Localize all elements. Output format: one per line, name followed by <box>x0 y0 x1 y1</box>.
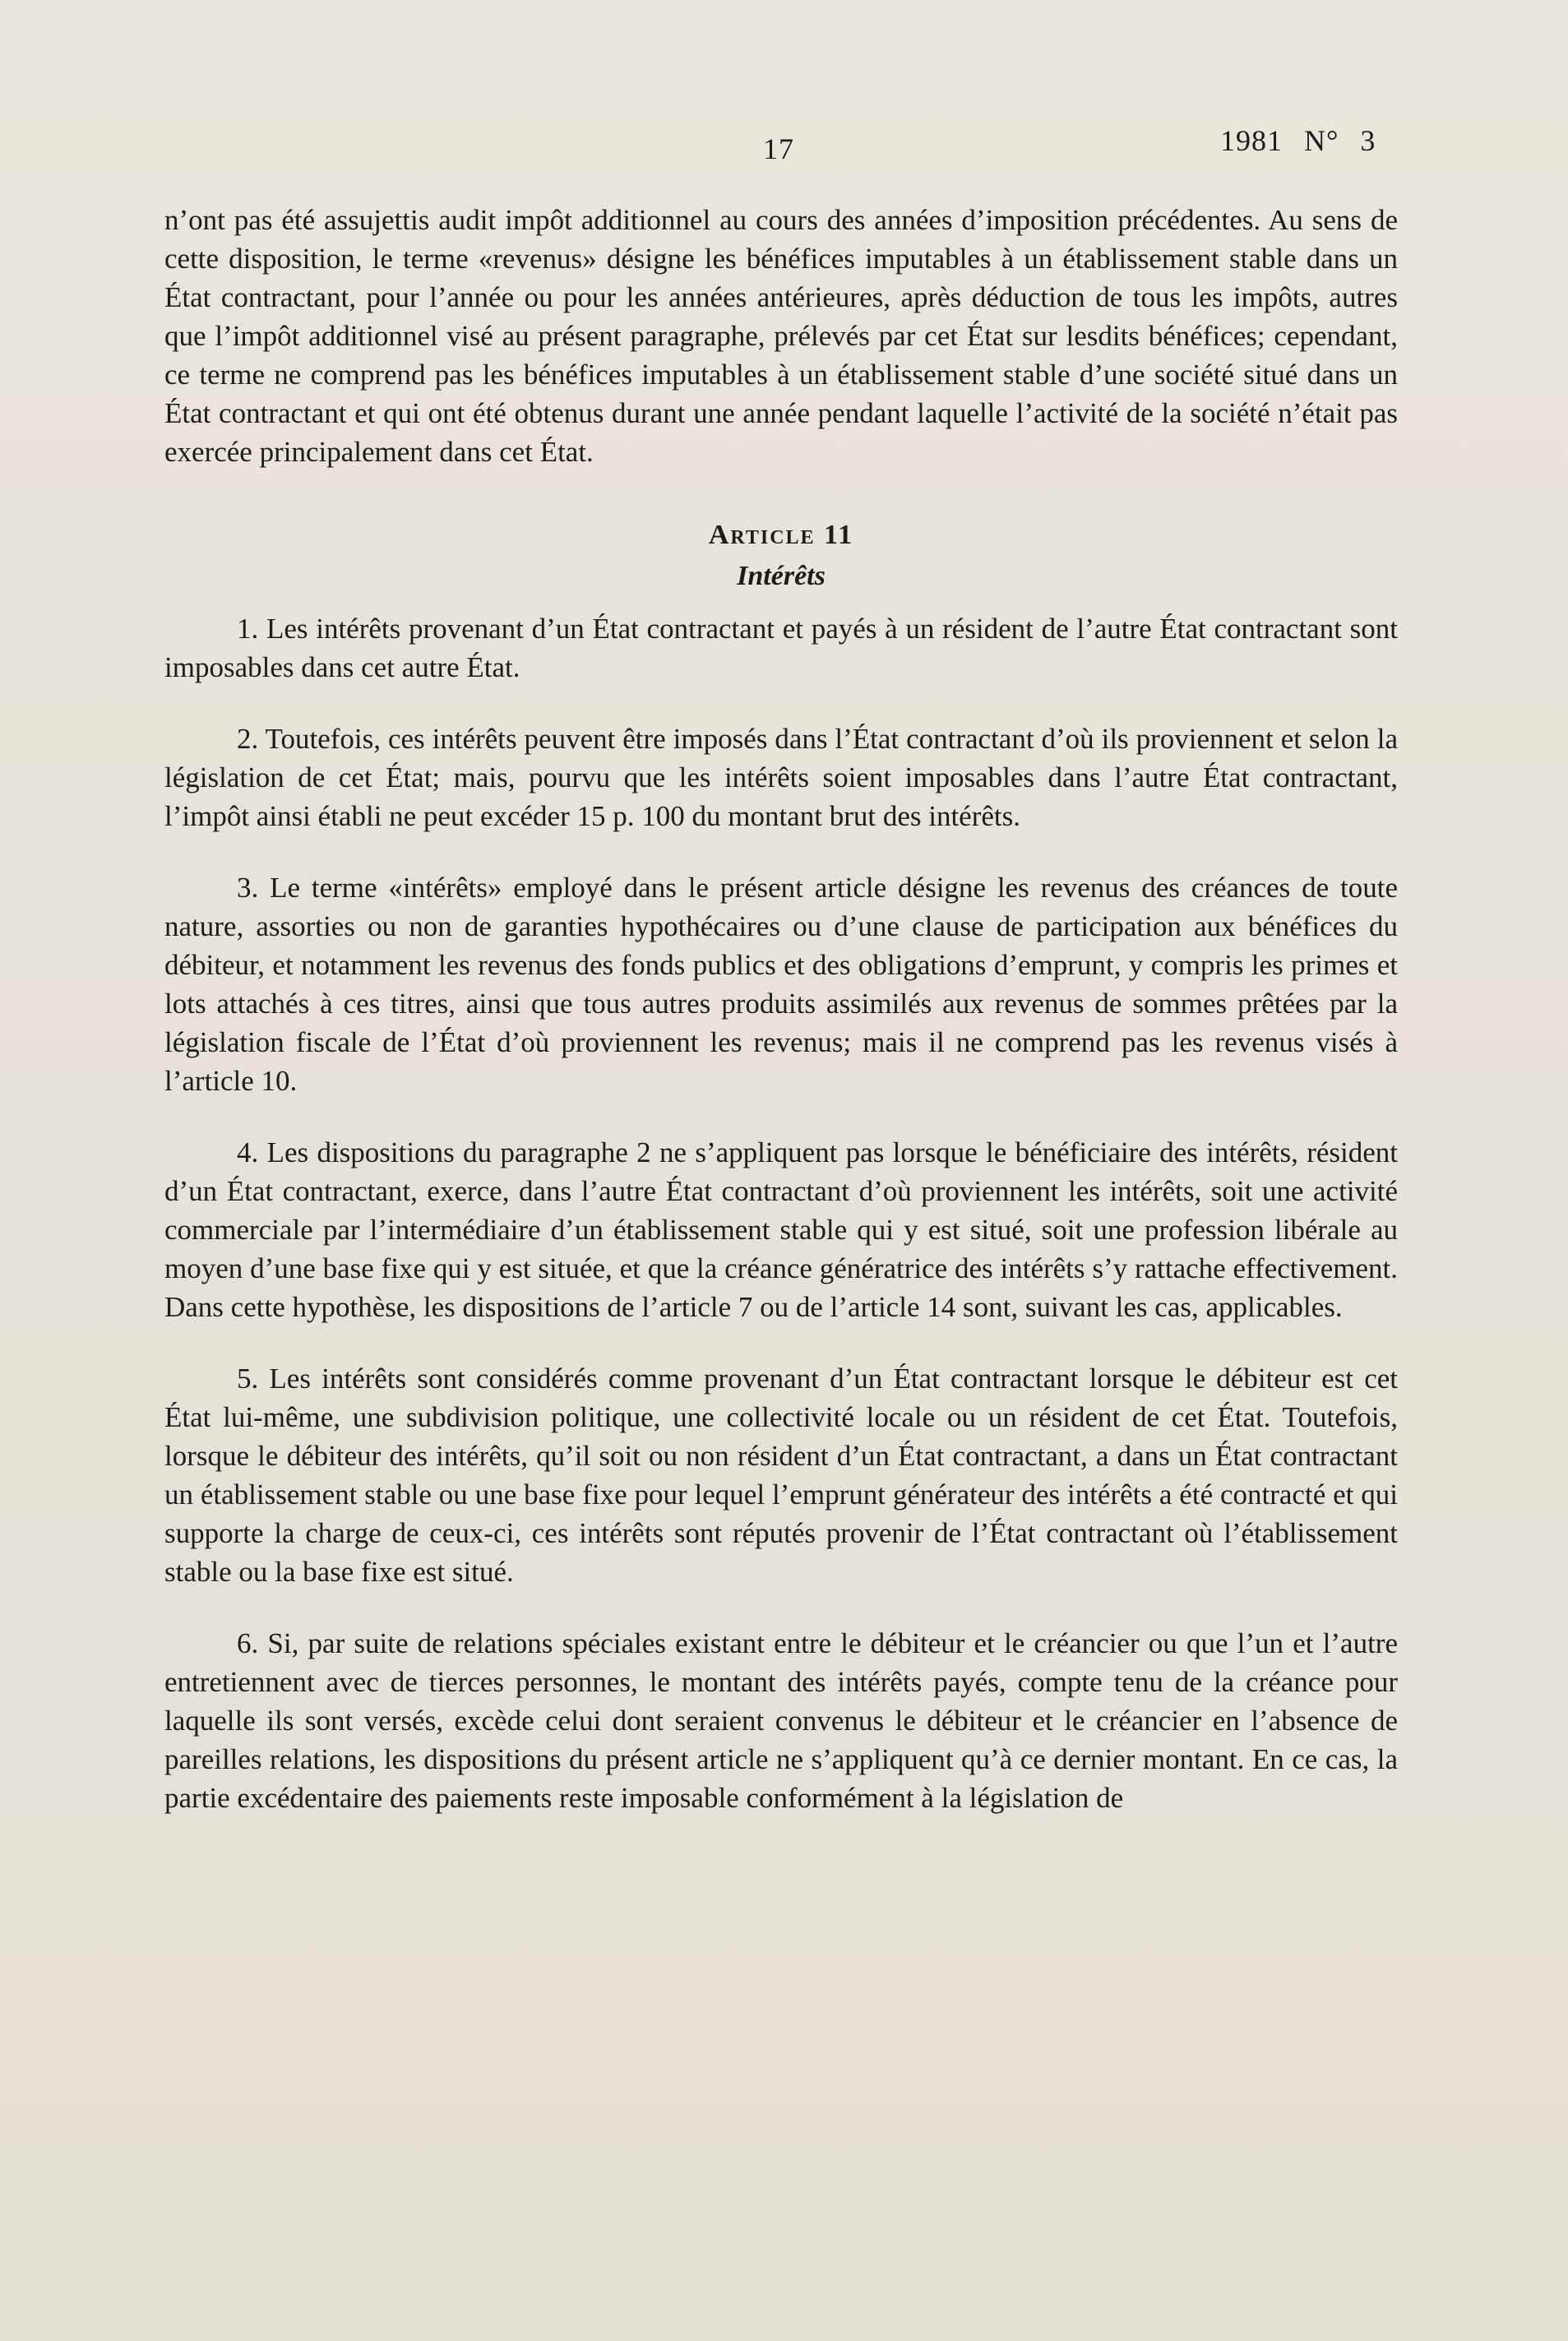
issue-number: 1981 N° 3 <box>1220 124 1376 157</box>
article-subtitle: Intérêts <box>737 561 826 591</box>
paragraph-1: 1. Les intérêts provenant d’un État contractant et payés à un résident de l’autre État contractant sont imposables dans cet autre État. <box>164 613 1398 683</box>
paragraph-3: 3. Le terme «intérêts» employé dans le présent article désigne les revenus des créances de toute nature, assorties ou non de garanties hypothécaires ou d’une clause de participation aux bénéfices du débiteur, et notamment les revenus des fonds publics et des obligations d’emprunt, y compris les primes et lots attachés à ces titres, ainsi que tous autres produits assimilés aux revenus de sommes prêtées par la législation fiscale de l’État d’où proviennent les revenus; mais il ne comprend pas les revenus visés à l’article 10. <box>164 872 1398 1097</box>
paragraph-2: 2. Toutefois, ces intérêts peuvent être imposés dans l’État contractant d’où ils proviennent et selon la législation de cet État; mais, pourvu que les intérêts soient imposables dans l’autre État contractant, l’impôt ainsi établi ne peut excéder 15 p. 100 du montant brut des intérêts. <box>164 723 1398 832</box>
page-header <box>0 123 1568 173</box>
page-number: 17 <box>763 132 794 165</box>
article-heading: Article 11 <box>708 520 854 550</box>
document-body <box>164 201 1398 1850</box>
paragraph-4: 4. Les dispositions du paragraphe 2 ne s’appliquent pas lorsque le bénéficiaire des intérêts, résident d’un État contractant, exerce, dans l’autre État contractant d’où proviennent les intérêts, soit une activité commerciale par l’intermédiaire d’un établissement stable qui y est situé, soit une profession libérale au moyen d’une base fixe qui y est située, et que la créance génératrice des intérêts s’y rattache effectivement. Dans cette hypothèse, les dispositions de l’article 7 ou de l’article 14 sont, suivant les cas, applicables. <box>164 1136 1398 1323</box>
paragraph-5: 5. Les intérêts sont considérés comme provenant d’un État contractant lorsque le débiteur est cet État lui-même, une subdivision politique, une collectivité locale ou un résident de cet État. Toutefois, lorsque le débiteur des intérêts, qu’il soit ou non résident d’un État contractant, a dans un État contractant un établissement stable ou une base fixe pour lequel l’emprunt générateur des intérêts a été contracté et qui supporte la charge de ceux-ci, ces intérêts sont réputés provenir de l’État contractant où l’établissement stable ou la base fixe est situé. <box>164 1362 1398 1588</box>
paragraph-6: 6. Si, par suite de relations spéciales existant entre le débiteur et le créancier ou que l’un et l’autre entretiennent avec de tierces personnes, le montant des intérêts payés, compte tenu de la créance pour laquelle ils sont versés, excède celui dont seraient convenus le débiteur et le créancier en l’absence de pareilles relations, les dispositions du présent article ne s’appliquent qu’à ce dernier montant. En ce cas, la partie excédentaire des paiements reste imposable conformément à la législation de <box>164 1627 1398 1814</box>
continuation-paragraph: n’ont pas été assujettis audit impôt additionnel au cours des années d’imposition précédentes. Au sens de cette disposition, le terme «revenus» désigne les bénéfices imputables à un établissement stable dans un État contractant, pour l’année ou pour les années antérieures, après déduction de tous les impôts, autres que l’impôt additionnel visé au présent paragraphe, prélevés par cet État sur lesdits bénéfices; cependant, ce terme ne comprend pas les bénéfices imputables à un établissement stable d’une société situé dans un État contractant et qui ont été obtenus durant une année pendant laquelle l’activité de la société n’était pas exercée principalement dans cet État. <box>164 204 1398 468</box>
